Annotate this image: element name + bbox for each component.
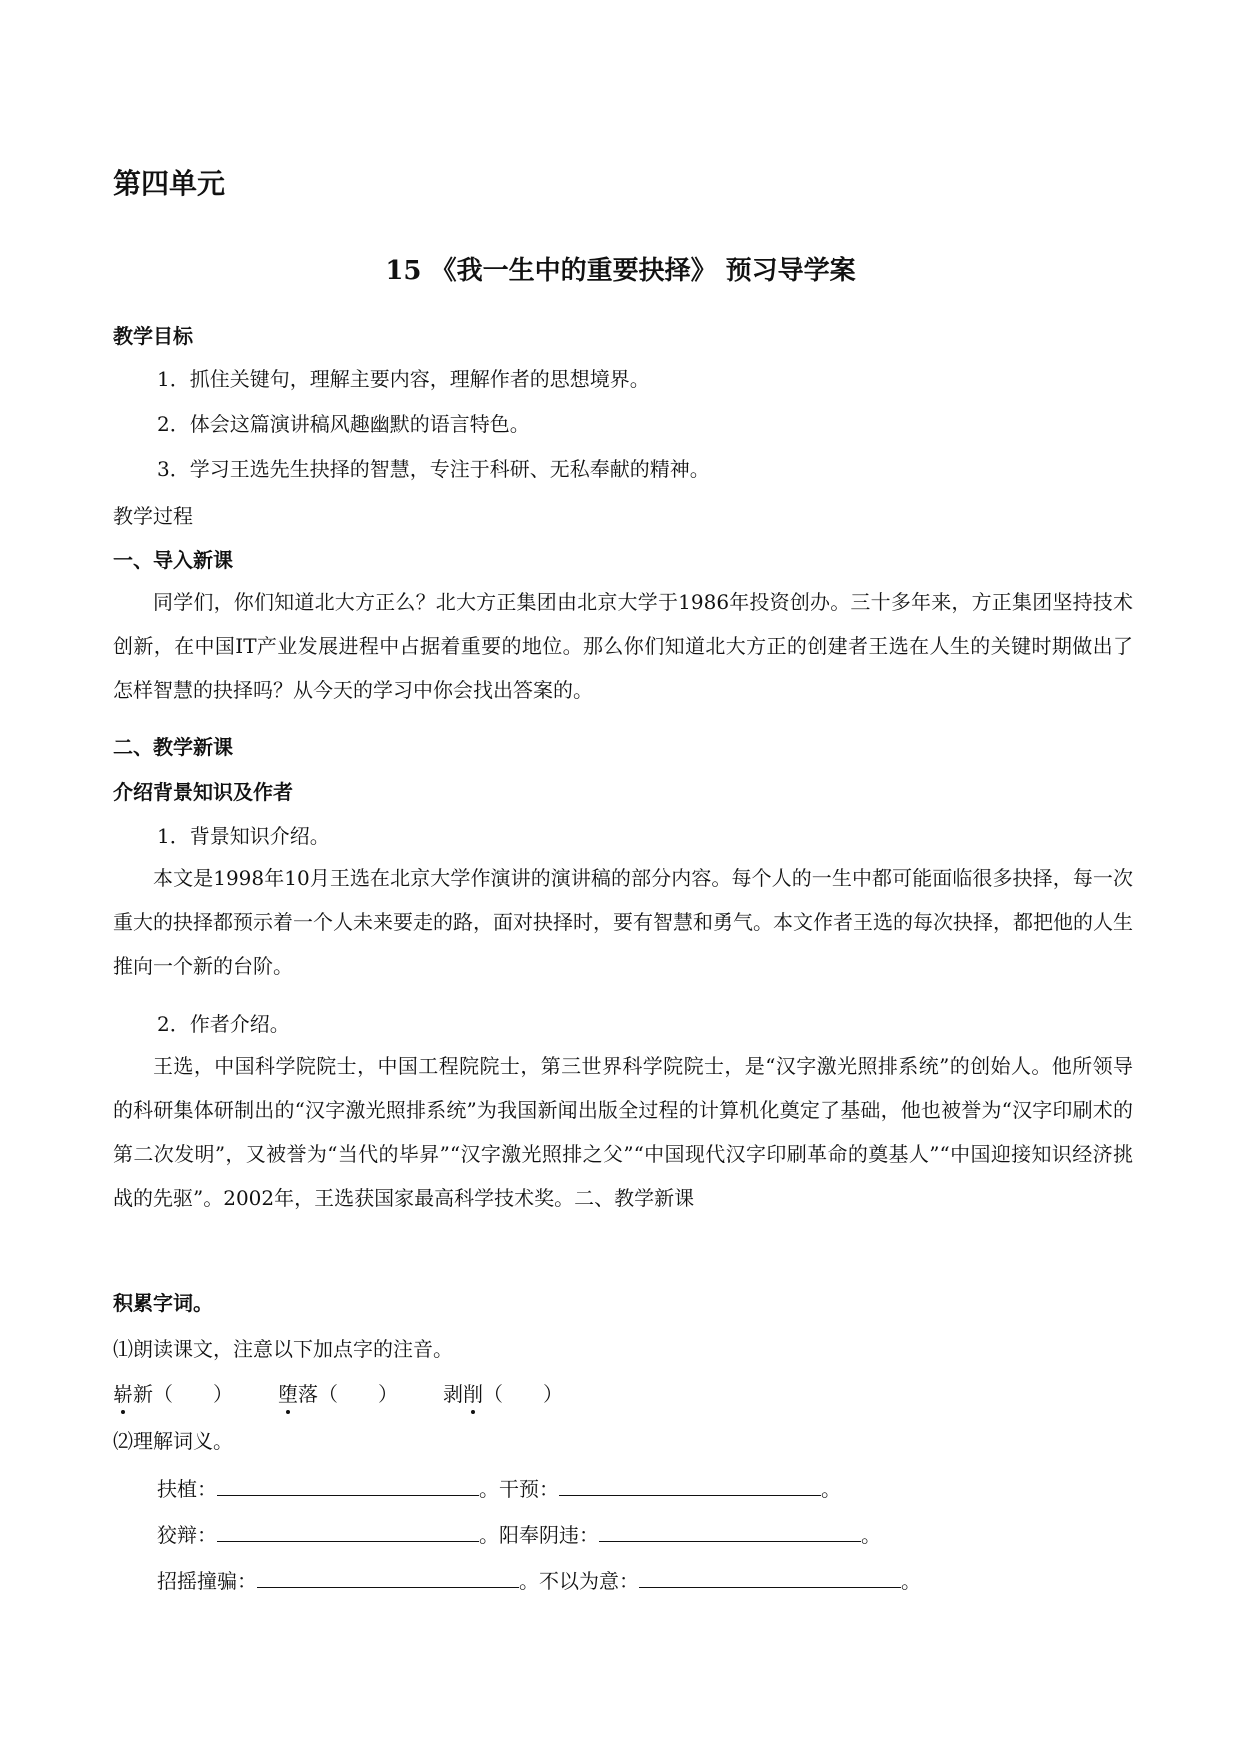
answer-blank[interactable]	[257, 1565, 519, 1588]
vocab-heading: 积累字词。	[113, 1291, 213, 1315]
subsection-heading: 介绍背景知识及作者	[113, 780, 293, 804]
intro-paragraph: 同学们，你们知道北大方正么？北大方正集团由北京大学于1986年投资创办。三十多年来，方正集团坚持技术创新，在中国IT产业发展进程中占据着重要的地位。那么你们知道北大方正的创建者王选在人生的关键时期做出了怎样智慧的抉择吗？从今天的学习中你会找出答案的。	[113, 590, 1133, 702]
pinyin-item: 堕落（ ）	[278, 1378, 398, 1407]
answer-blank[interactable]	[559, 1473, 821, 1496]
section-heading: 二、教学新课	[113, 735, 233, 759]
term-row: 扶植： 。干预： 。	[157, 1473, 841, 1502]
background-label: 1．背景知识介绍。	[157, 824, 330, 848]
term-label: 狡辩：	[157, 1523, 217, 1547]
dotted-char: 崭	[113, 1378, 133, 1407]
answer-blank[interactable]	[217, 1473, 479, 1496]
vocab-question-1: ⑴朗读课文，注意以下加点字的注音。	[113, 1337, 453, 1361]
process-label: 教学过程	[113, 504, 193, 528]
term-label: 招摇撞骗：	[157, 1569, 257, 1593]
pinyin-item: 崭新（ ）	[113, 1378, 233, 1407]
vocab-question-2: ⑵理解词义。	[113, 1429, 233, 1453]
unit-heading: 第四单元	[113, 167, 226, 200]
objectives-heading: 教学目标	[113, 324, 193, 348]
term-label: 阳奉阴违：	[499, 1523, 599, 1547]
term-label: 干预：	[499, 1477, 559, 1501]
objective-item: 2．体会这篇演讲稿风趣幽默的语言特色。	[157, 412, 530, 436]
page-title: 15 《我一生中的重要抉择》 预习导学案	[385, 256, 856, 286]
answer-blank[interactable]	[639, 1565, 901, 1588]
background-paragraph: 本文是1998年10月王选在北京大学作演讲的演讲稿的部分内容。每个人的一生中都可能面临很多抉择，每一次重大的抉择都预示着一个人未来要走的路，面对抉择时，要有智慧和勇气。本文作者王选的每次抉择，都把他的人生推向一个新的台阶。	[113, 866, 1133, 978]
objective-item: 3．学习王选先生抉择的智慧，专注于科研、无私奉献的精神。	[157, 457, 710, 481]
term-label: 扶植：	[157, 1477, 217, 1501]
dotted-char: 削	[463, 1378, 483, 1407]
term-row: 狡辩： 。阳奉阴违： 。	[157, 1519, 881, 1548]
author-label: 2．作者介绍。	[157, 1012, 290, 1036]
objective-item: 1．抓住关键句，理解主要内容，理解作者的思想境界。	[157, 367, 650, 391]
answer-blank[interactable]	[599, 1519, 861, 1542]
answer-blank[interactable]	[217, 1519, 479, 1542]
author-paragraph: 王选，中国科学院院士，中国工程院院士，第三世界科学院院士，是“汉字激光照排系统”的创始人。他所领导的科研集体研制出的“汉字激光照排系统”为我国新闻出版全过程的计算机化奠定了基础，他也被誉为“汉字印刷术的第二次发明”，又被誉为“当代的毕昇”“汉字激光照排之父”“中国现代汉字印刷革命的奠基人”“中国迎接知识经济挑战的先驱”。2002年，王选获国家最高科学技术奖。二、教学新课	[113, 1054, 1133, 1210]
section-heading: 一、导入新课	[113, 548, 233, 572]
term-label: 不以为意：	[539, 1569, 639, 1593]
dotted-char: 堕	[278, 1378, 298, 1407]
term-row: 招摇撞骗： 。不以为意： 。	[157, 1565, 921, 1594]
pinyin-item: 剥削（ ）	[443, 1378, 563, 1407]
